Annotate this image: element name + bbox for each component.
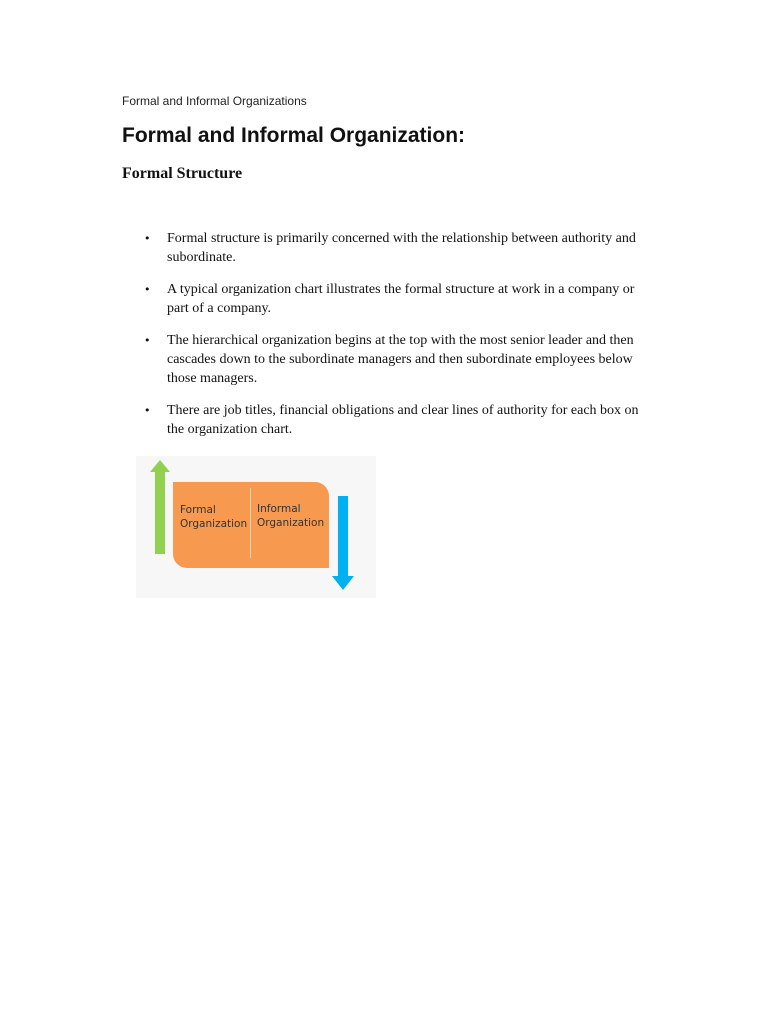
bullet-text: A typical organization chart illustrates the formal structure at work in a company or part of a company. [167, 282, 635, 316]
arrow-up-shape [150, 460, 170, 554]
bullet-text: There are job titles, financial obligations and clear lines of authority for each box on the organization chart. [167, 403, 639, 437]
bullet-icon: • [144, 334, 151, 347]
formal-informal-diagram [136, 456, 376, 598]
running-header: Formal and Informal Organizations [122, 94, 307, 108]
bullet-icon: • [144, 404, 151, 417]
bullet-item [0, 331, 657, 388]
bullet-icon: • [144, 232, 151, 245]
arrow-down-icon [332, 496, 354, 590]
box-divider [250, 488, 251, 558]
bullet-text: Formal structure is primarily concerned with the relationship between authority and subordinate. [167, 231, 636, 265]
bullet-text: The hierarchical organization begins at the top with the most senior leader and then cascades down to the subordinate managers and then subordinate employees below those managers. [167, 333, 634, 386]
informal-organization-label: Informal Organization [257, 503, 325, 529]
bullet-item [0, 401, 657, 439]
arrow-up-icon [150, 460, 170, 554]
organization-box [173, 482, 329, 568]
bullet-item [0, 280, 657, 318]
formal-organization-label: Formal Organization [180, 504, 248, 530]
bullet-icon: • [144, 283, 151, 296]
main-heading: Formal and Informal Organization: [122, 124, 466, 147]
bullet-item [0, 229, 657, 267]
bullet-list [0, 229, 768, 452]
sub-heading: Formal Structure [122, 165, 243, 182]
arrow-down-shape [332, 496, 354, 590]
